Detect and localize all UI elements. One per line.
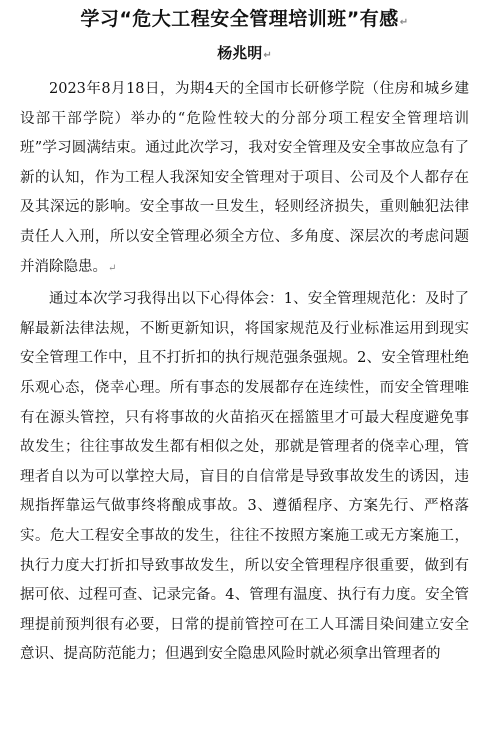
paragraph-mark-icon: ↵ [108, 262, 117, 274]
paragraph-mark-icon: ↵ [263, 50, 272, 61]
author-name [20, 40, 469, 69]
paragraph-text: 2023年8月18日，为期4天的全国市长研修学院（住房和城乡建设部干部学院）举办的“危险性较大的分部分项工程安全管理培训班”学习圆满结束。通过此次学习，我对安全管理及安全事故应急有了新的认知，作为工程人我深知安全管理对于项目、公司及个人都存在及其深远的影响。安全事故一旦发生，轻则经济损失，重则触犯法律责任人入刑，所以安全管理必须全方位、多角度、深层次的考虑问题并消除隐患。 [20, 81, 469, 275]
document-title [20, 4, 469, 38]
paragraph-text: 通过本次学习我得出以下心得体会：1、安全管理规范化：及时了解最新法律法规，不断更新知识，将国家规范及行业标准运用到现实安全管理工作中，且不打折扣的执行规范强条强规。2、安全管理杜绝乐观心态，侥幸心理。所有事态的发展都存在连续性，而安全管理唯有在源头管控，只有将事故的火苗掐灭在摇篮里才可最大程度避免事故发生；往往事故发生都有相似之处，那就是管理者的侥幸心理，管理者自以为可以掌控大局，盲目的自信常是导致事故发生的诱因，违规指挥靠运气做事终将酿成事故。3、遵循程序、方案先行、严格落实。危大工程安全事故的发生，往往不按照方案施工或无方案施工，执行力度大打折扣导致事故发生，所以安全管理程序很重要，做到有据可依、过程可查、记录完备。4、管理有温度、执行有力度。安全管理提前预判很有必要，日常的提前管控可在工人耳濡目染间建立安全意识、提高防范能力；但遇到安全隐患风险时就必须拿出管理者的 [20, 291, 469, 663]
author-text: 杨兆明 [217, 44, 263, 62]
paragraph-mark-icon: ↵ [399, 17, 409, 28]
body-paragraph-2 [20, 285, 469, 670]
title-text: 学习“危大工程安全管理培训班”有感 [80, 8, 399, 30]
body-paragraph-1 [20, 75, 469, 283]
